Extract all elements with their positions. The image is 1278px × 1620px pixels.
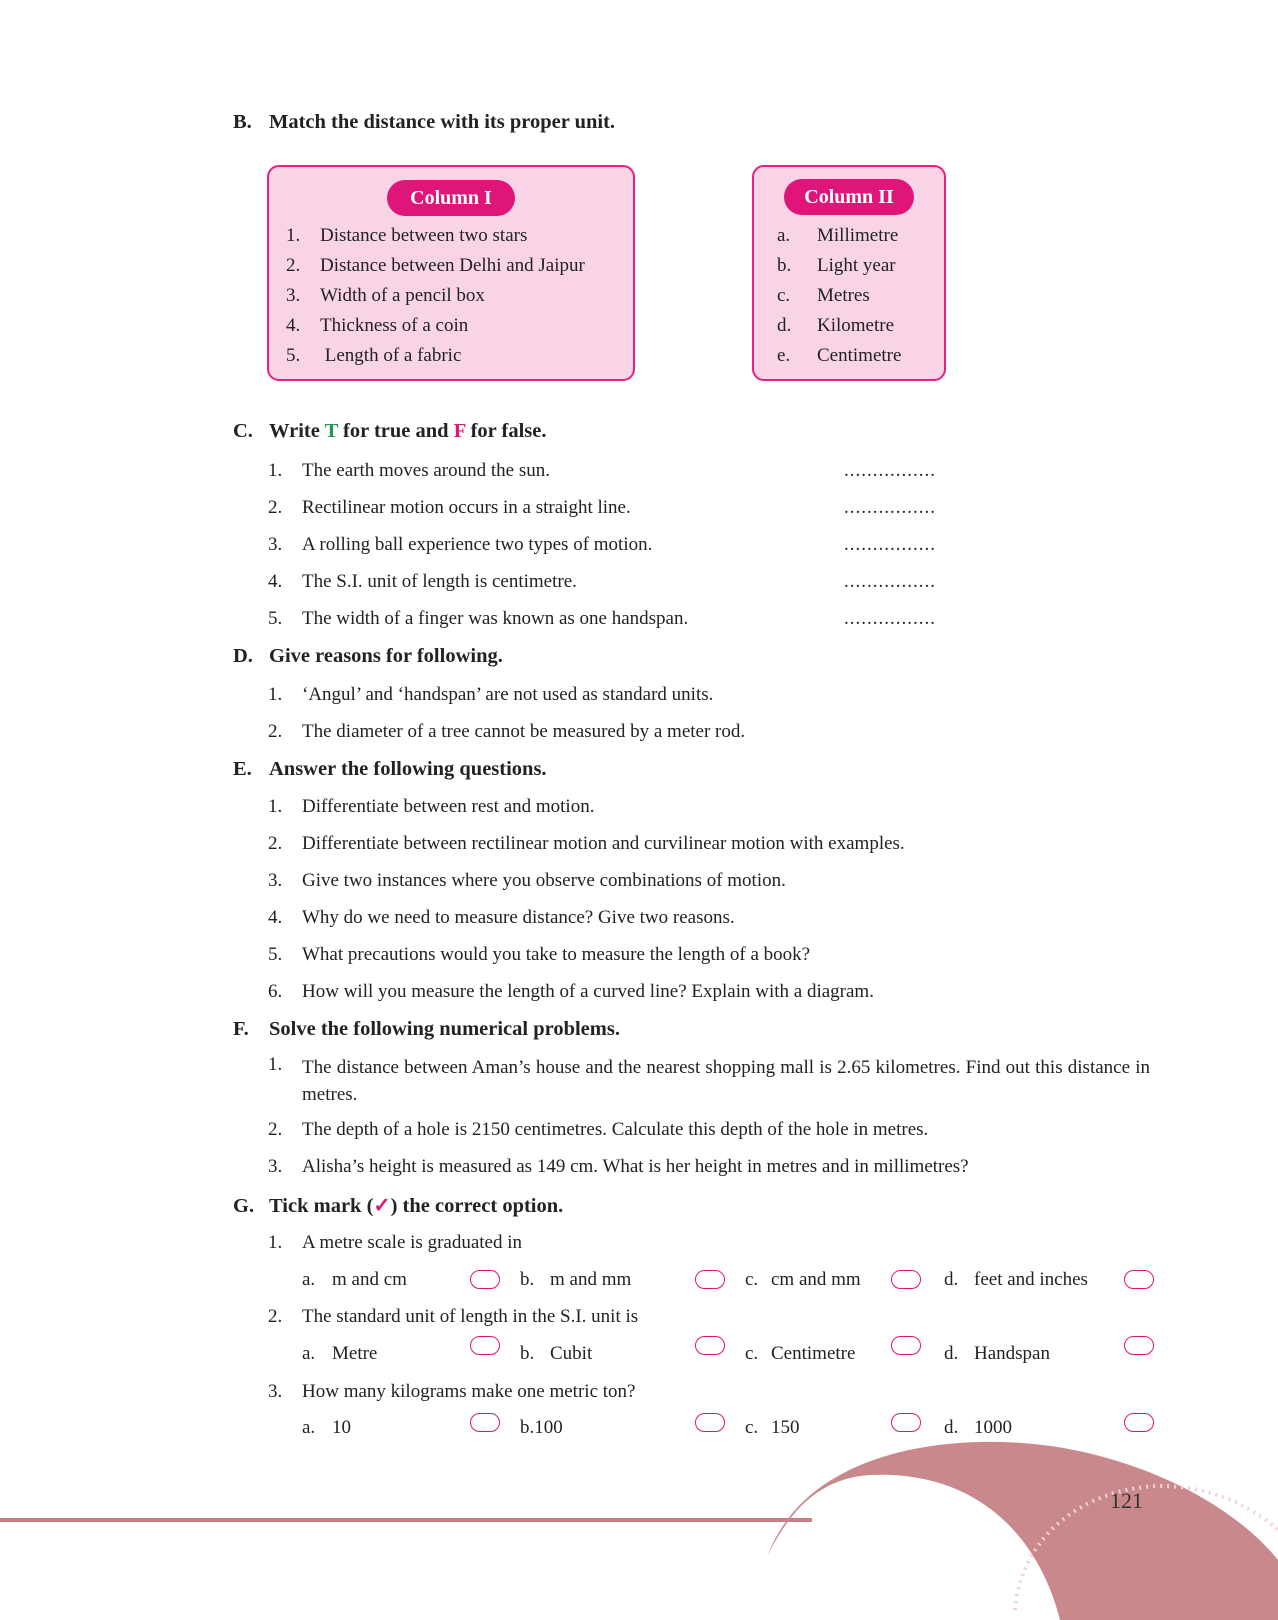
numerical-problem: 3. Alisha’s height is measured as 149 cm. What is her height in metres and in millimetres?	[268, 1156, 969, 1177]
true-false-item: 3. A rolling ball experience two types of motion.	[268, 534, 653, 555]
answer-blank[interactable]: ................	[844, 460, 936, 481]
reason-item: 2. The diameter of a tree cannot be measured by a meter rod.	[268, 721, 746, 742]
question-item: 5. What precautions would you take to measure the length of a book?	[268, 944, 811, 965]
numerical-problem: 1. The distance between Aman’s house and the nearest shopping mall is 2.65 kilometres. Find out this distance in metres.	[268, 1054, 1150, 1105]
mcq-option: a. m and cm	[302, 1269, 407, 1290]
tick-mark-icon: ✓	[373, 1195, 391, 1217]
question-item: 3. Give two instances where you observe combinations of motion.	[268, 870, 786, 891]
mcq-question: 2. The standard unit of length in the S.I. unit is	[268, 1306, 639, 1327]
mcq-question: 3. How many kilograms make one metric ton?	[268, 1381, 636, 1402]
answer-blank[interactable]: ................	[844, 497, 936, 518]
column-2-item: b. Light year	[777, 255, 896, 276]
footer-rule	[0, 1518, 812, 1522]
section-c-heading: C. Write T for true and F for false.	[233, 420, 547, 442]
column-1-item: 1. Distance between two stars	[286, 225, 528, 246]
column-2-item: e. Centimetre	[777, 345, 902, 366]
mcq-option: d. 1000	[944, 1417, 1012, 1438]
mcq-option: d. feet and inches	[944, 1269, 1088, 1290]
question-item: 6. How will you measure the length of a curved line? Explain with a diagram.	[268, 981, 874, 1002]
mcq-option: b. Cubit	[520, 1343, 593, 1364]
mcq-option: a. 10	[302, 1417, 351, 1438]
section-g-heading: G. Tick mark (✓) the correct option.	[233, 1195, 564, 1217]
column-1-item: 4. Thickness of a coin	[286, 315, 469, 336]
true-false-item: 1. The earth moves around the sun.	[268, 460, 550, 481]
question-item: 1. Differentiate between rest and motion.	[268, 796, 595, 817]
mcq-question: 1. A metre scale is graduated in	[268, 1232, 523, 1253]
column-1-item: 5. Length of a fabric	[286, 345, 462, 366]
true-false-item: 4. The S.I. unit of length is centimetre.	[268, 571, 577, 592]
column-2-header: Column II	[784, 179, 914, 215]
answer-blank[interactable]: ................	[844, 608, 936, 629]
question-item: 4. Why do we need to measure distance? Give two reasons.	[268, 907, 735, 928]
true-false-item: 5. The width of a finger was known as one handspan.	[268, 608, 689, 629]
true-false-item: 2. Rectilinear motion occurs in a straight line.	[268, 497, 631, 518]
column-1-item: 2. Distance between Delhi and Jaipur	[286, 255, 585, 276]
section-b-heading: B. Match the distance with its proper unit.	[233, 111, 616, 133]
column-1-header: Column I	[387, 180, 515, 216]
column-1-item: 3. Width of a pencil box	[286, 285, 485, 306]
reason-item: 1. ‘Angul’ and ‘handspan’ are not used as standard units.	[268, 684, 714, 705]
footer-swoosh	[768, 1442, 1278, 1620]
mcq-option: b. m and mm	[520, 1269, 632, 1290]
column-2-item: c. Metres	[777, 285, 870, 306]
mcq-option: c. cm and mm	[745, 1269, 861, 1290]
section-d-heading: D. Give reasons for following.	[233, 645, 503, 667]
mcq-option: c. Centimetre	[745, 1343, 856, 1364]
mcq-option: c. 150	[745, 1417, 800, 1438]
answer-blank[interactable]: ................	[844, 571, 936, 592]
mcq-option: b.100	[520, 1417, 563, 1438]
page-number: 121	[1110, 1488, 1143, 1513]
mcq-option: a. Metre	[302, 1343, 378, 1364]
section-e-heading: E. Answer the following questions.	[233, 758, 547, 780]
column-2-item: d. Kilometre	[777, 315, 895, 336]
answer-blank[interactable]: ................	[844, 534, 936, 555]
section-f-heading: F. Solve the following numerical problems.	[233, 1018, 620, 1040]
numerical-problem: 2. The depth of a hole is 2150 centimetres. Calculate this depth of the hole in metres.	[268, 1119, 929, 1140]
mcq-option: d. Handspan	[944, 1343, 1050, 1364]
question-item: 2. Differentiate between rectilinear motion and curvilinear motion with examples.	[268, 833, 905, 854]
column-2-item: a. Millimetre	[777, 225, 899, 246]
